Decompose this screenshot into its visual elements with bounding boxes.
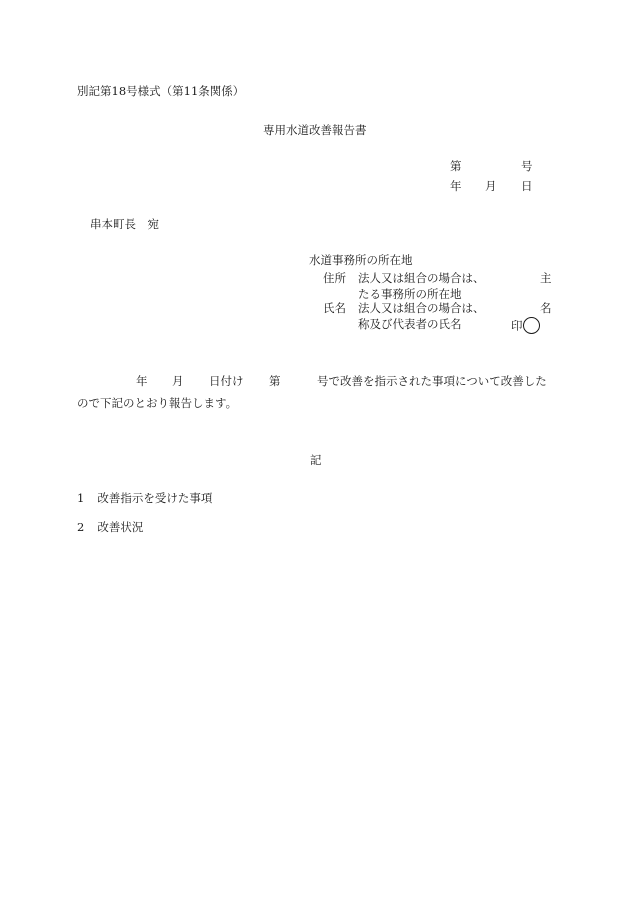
list-item [77,522,143,534]
address-label: 住所 [323,271,346,285]
body-line1-rest: 号で改善を指示された事項について改善した [317,374,547,388]
ki-heading: 記 [310,453,322,467]
number-prefix: 第 [450,159,462,173]
name-note-line1: 法人又は組合の場合は、 [358,301,485,315]
seal-circle-icon [523,317,540,334]
date-year-label: 年 [450,179,462,193]
office-location-label: 水道事務所の所在地 [309,253,413,267]
body-line2: ので下記のとおり報告します。 [77,396,238,410]
seal-mark [511,318,540,335]
name-label: 氏名 [323,301,346,315]
list-item [77,493,212,505]
address-note-end: 主 [540,271,552,285]
form-label: 別記第18号様式（第11条関係） [77,84,245,98]
address-note-line2: たる事務所の所在地 [358,287,462,301]
seal-label: 印 [511,318,523,333]
body-year: 年 [136,374,148,388]
body-number-prefix: 第 [269,374,281,388]
name-note-end: 名 [540,301,552,315]
body-month: 月 [172,374,184,388]
item-number: 1 [77,491,85,505]
name-note-line2: 称及び代表者の氏名 [358,317,462,331]
addressee: 串本町長 宛 [90,217,159,231]
document-title: 専用水道改善報告書 [263,123,367,137]
item-text: 改善指示を受けた事項 [97,491,213,505]
body-dated: 日付け [209,374,244,388]
date-month-label: 月 [485,179,497,193]
date-day-label: 日 [521,179,533,193]
address-note-line1: 法人又は組合の場合は、 [358,271,485,285]
number-suffix: 号 [521,159,533,173]
item-number: 2 [77,520,85,534]
item-text: 改善状況 [97,520,144,534]
